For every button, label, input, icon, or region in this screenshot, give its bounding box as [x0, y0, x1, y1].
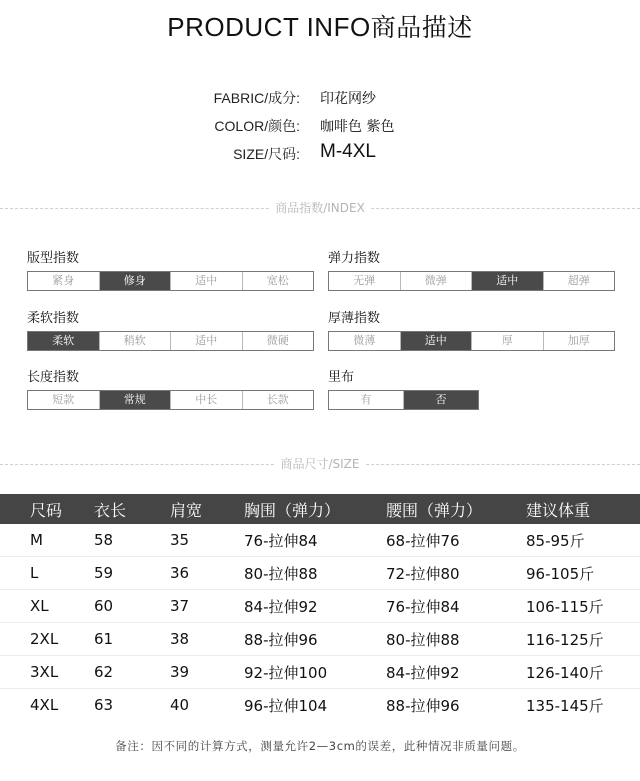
index-name: 柔软指数: [27, 311, 80, 326]
color-value: 咖啡色 紫色: [320, 119, 395, 135]
table-cell: 106-115斤: [526, 590, 640, 623]
index-scale: [27, 331, 314, 351]
fit-index: [27, 250, 314, 291]
table-cell: 38: [170, 623, 244, 656]
table-cell: 88-拉伸96: [244, 623, 386, 656]
lining-index: [328, 369, 479, 410]
table-cell: 37: [170, 590, 244, 623]
table-row: [0, 656, 640, 689]
size-table: [0, 494, 640, 721]
title-chinese: 商品描述: [370, 13, 473, 42]
table-cell: 3XL: [0, 656, 94, 689]
index-option: 长款: [242, 391, 314, 409]
index-option: 微薄: [353, 334, 376, 347]
table-cell: 63: [94, 696, 114, 714]
table-cell: L: [0, 557, 94, 590]
table-cell: 76-拉伸84: [244, 524, 386, 557]
table-cell: 84-拉伸92: [244, 590, 386, 623]
index-option: 超弹: [543, 272, 615, 290]
index-option: 常规: [99, 391, 171, 409]
table-cell: 80-拉伸88: [244, 557, 386, 590]
table-cell: 84-拉伸92: [386, 656, 526, 689]
title-english: PRODUCT INFO: [167, 12, 371, 42]
table-cell: 76-拉伸84: [386, 590, 526, 623]
length-index: [27, 369, 314, 410]
table-cell: 39: [170, 656, 244, 689]
size-row: [0, 141, 640, 168]
index-scale: [328, 390, 479, 410]
table-cell: 58: [94, 524, 170, 557]
index-scale: [328, 331, 615, 351]
color-label: COLOR/颜色:: [214, 118, 300, 134]
table-cell: 85-95斤: [526, 524, 640, 557]
table-cell: 126-140斤: [526, 656, 640, 689]
table-cell: 2XL: [0, 623, 94, 656]
index-option: 适中: [170, 332, 242, 350]
table-cell: 135-145斤: [526, 696, 604, 715]
size-value: M-4XL: [320, 141, 376, 162]
index-option: 中长: [170, 391, 242, 409]
index-option: 宽松: [242, 272, 314, 290]
table-row: [0, 689, 640, 722]
index-option: 无弹: [353, 274, 376, 287]
index-option: 适中: [471, 272, 543, 290]
index-option: 短款: [52, 393, 75, 406]
fabric-row: [0, 88, 640, 112]
header-weight: 建议体重: [526, 500, 591, 520]
size-table-header: [0, 494, 640, 524]
page-title: [0, 8, 640, 44]
footnote: 备注：因不同的计算方式，测量允许2—3cm的误差，此种情况非质量问题。: [115, 739, 525, 753]
index-scale: [27, 390, 314, 410]
index-option: 加厚: [543, 332, 615, 350]
table-cell: 60: [94, 590, 170, 623]
table-cell: 4XL: [30, 696, 59, 714]
index-section-title: 商品指数/INDEX: [269, 201, 371, 215]
table-cell: 80-拉伸88: [386, 623, 526, 656]
table-cell: 96-拉伸104: [244, 696, 328, 715]
index-option: 否: [403, 391, 478, 409]
index-option: 有: [360, 393, 372, 406]
table-row: [0, 557, 640, 590]
table-cell: 72-拉伸80: [386, 557, 526, 590]
index-option: 稍软: [99, 332, 171, 350]
table-row: [0, 524, 640, 557]
table-cell: 36: [170, 557, 244, 590]
fabric-label: FABRIC/成分:: [213, 90, 300, 106]
table-cell: 40: [170, 696, 190, 714]
index-option: 修身: [99, 272, 171, 290]
table-cell: 68-拉伸76: [386, 524, 526, 557]
index-option: 微弹: [400, 272, 472, 290]
index-option: 适中: [170, 272, 242, 290]
index-option: 厚: [471, 332, 543, 350]
table-cell: M: [0, 524, 94, 557]
index-name: 厚薄指数: [328, 311, 381, 326]
size-divider: [0, 456, 640, 472]
header-length: 衣长: [94, 500, 127, 520]
index-divider: [0, 200, 640, 216]
index-scale: [27, 271, 314, 291]
elasticity-index: [328, 250, 615, 291]
size-section-title: 商品尺寸/SIZE: [274, 457, 365, 471]
fabric-value: 印花网纱: [320, 91, 376, 107]
table-cell: 116-125斤: [526, 623, 640, 656]
index-name: 里布: [328, 370, 355, 385]
table-cell: 88-拉伸96: [386, 696, 460, 715]
table-cell: 61: [94, 623, 170, 656]
index-name: 版型指数: [27, 251, 80, 266]
table-row: [0, 623, 640, 656]
table-cell: 59: [94, 557, 170, 590]
index-scale: [328, 271, 615, 291]
thickness-index: [328, 310, 615, 351]
table-cell: 92-拉伸100: [244, 656, 386, 689]
header-bust: 胸围（弹力）: [244, 500, 341, 520]
table-cell: 62: [94, 656, 170, 689]
index-option: 柔软: [28, 332, 99, 350]
index-name: 弹力指数: [328, 251, 381, 266]
table-cell: 35: [170, 524, 244, 557]
header-size: 尺码: [30, 500, 63, 520]
index-option: 紧身: [52, 274, 75, 287]
index-name: 长度指数: [27, 370, 80, 385]
table-row: [0, 590, 640, 623]
index-option: 适中: [400, 332, 472, 350]
header-waist: 腰围（弹力）: [386, 500, 483, 520]
color-row: [0, 116, 640, 140]
header-shoulder: 肩宽: [170, 500, 203, 520]
softness-index: [27, 310, 314, 351]
size-label: SIZE/尺码:: [233, 146, 300, 162]
table-cell: 96-105斤: [526, 557, 640, 590]
index-option: 微硬: [242, 332, 314, 350]
table-cell: XL: [0, 590, 94, 623]
